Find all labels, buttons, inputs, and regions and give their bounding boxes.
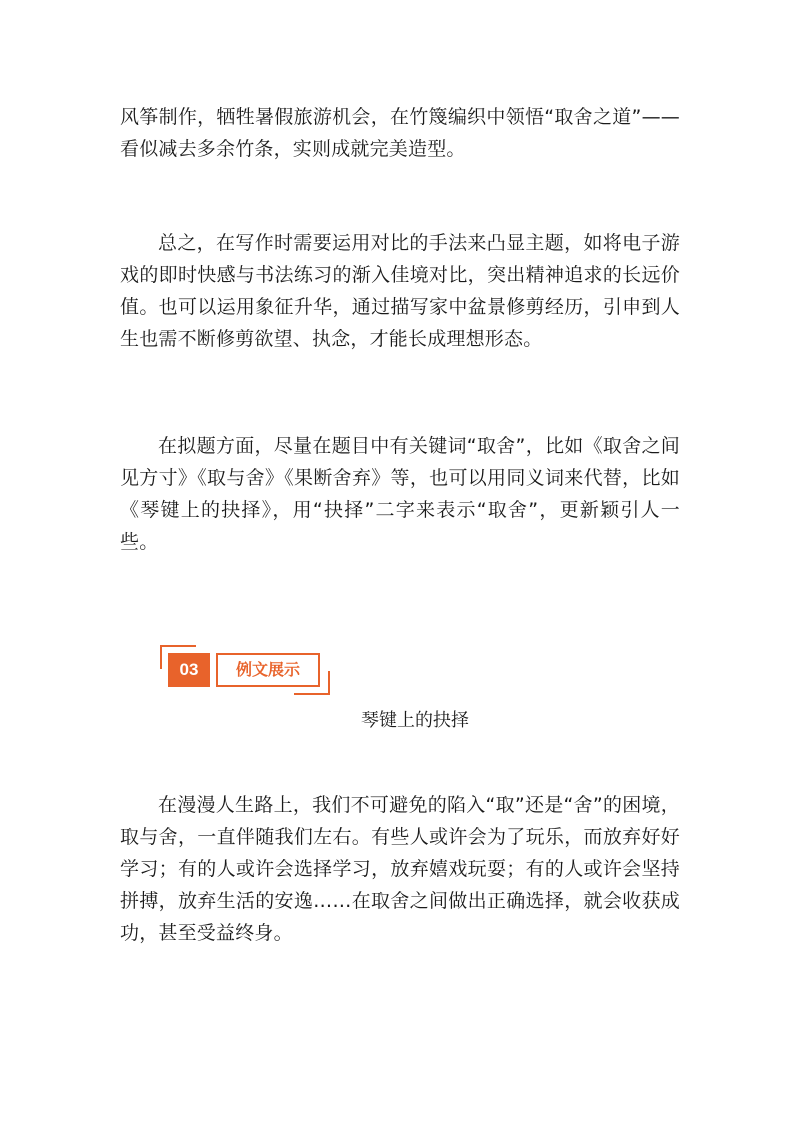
section-heading [160, 645, 330, 695]
section-label: 例文展示 [216, 653, 320, 687]
section-number: 03 [168, 653, 210, 687]
paragraph-text: 在拟题方面，尽量在题目中有关键词“取舍”，比如《取舍之间见方寸》《取与舍》《果断舍弃》等，也可以用同义词来代替，比如《琴键上的抉择》，用“抉择”二字来表示“取舍”，更新颖引人一些。 [120, 435, 680, 553]
paragraph-kite-making [120, 101, 680, 165]
essay-title: 琴键上的抉择 [361, 710, 469, 731]
paragraph-text: 风筝制作，牺牲暑假旅游机会，在竹篾编织中领悟“取舍之道”——看似减去多余竹条，实则成就完美造型。 [120, 106, 680, 160]
paragraph-essay-opening [120, 789, 680, 949]
paragraph-text: 总之，在写作时需要运用对比的手法来凸显主题，如将电子游戏的即时快感与书法练习的渐入佳境对比，突出精神追求的长远价值。也可以运用象征升华，通过描写家中盆景修剪经历，引申到人生也需不断修剪欲望、执念，才能长成理想形态。 [120, 232, 680, 350]
paragraph-summary [120, 227, 680, 355]
paragraph-title-tips [120, 430, 680, 558]
paragraph-text: 在漫漫人生路上，我们不可避免的陷入“取”还是“舍”的困境，取与舍，一直伴随我们左右。有些人或许会为了玩乐，而放弃好好学习；有的人或许会选择学习，放弃嬉戏玩耍；有的人或许会坚持拼搏，放弃生活的安逸……在取舍之间做出正确选择，就会收获成功，甚至受益终身。 [120, 794, 680, 944]
